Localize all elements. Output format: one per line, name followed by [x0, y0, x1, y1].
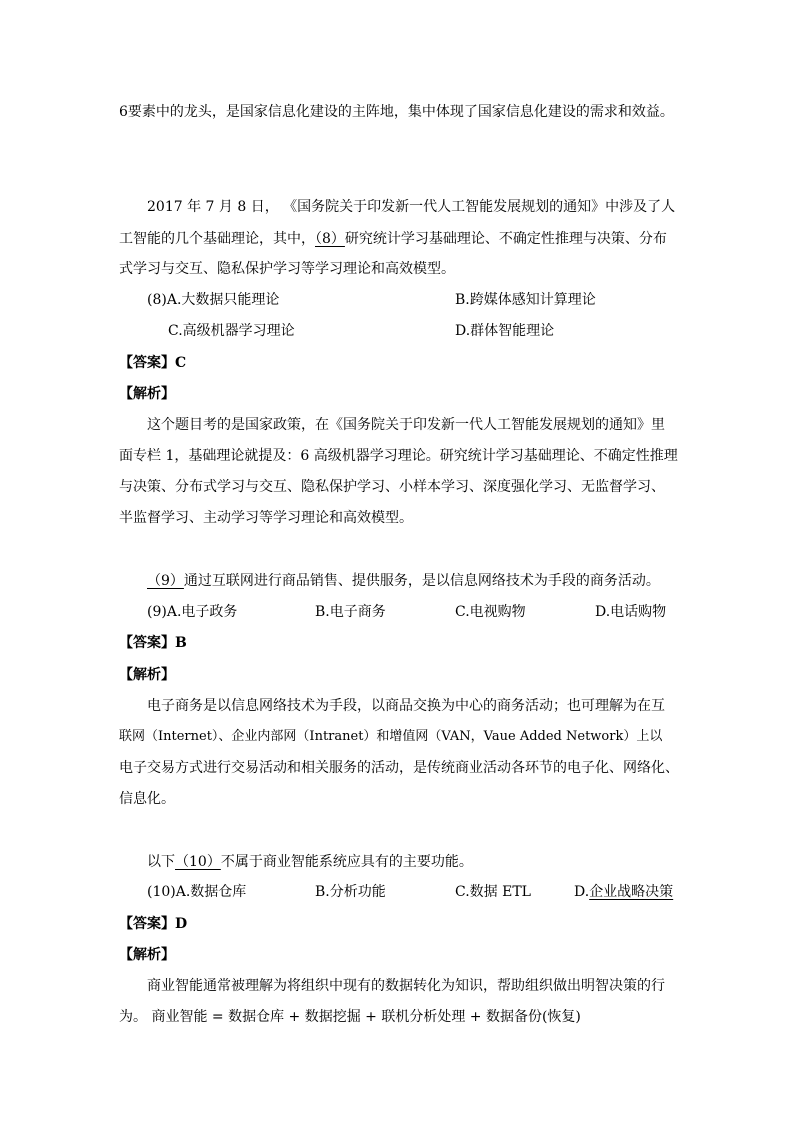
q8-option-a: (8)A.大数据只能理论 [147, 292, 280, 308]
q8-option-d: D.群体智能理论 [455, 323, 555, 339]
option-letter: D. [574, 884, 590, 900]
q10-option-a: (10)A.数据仓库 [147, 884, 247, 900]
q10-analysis-line-2: 为。 商业智能 = 数据仓库 + 数据挖掘 + 联机分析处理 + 数据备份(恢复) [119, 1009, 581, 1025]
answer-value: C [175, 355, 187, 371]
q8-option-c: C.高级机器学习理论 [168, 323, 295, 339]
q8-stem-text-post: 研究统计学习基础理论、不确定性推理与决策、分布 [344, 231, 667, 247]
q9-option-a: (9)A.电子政务 [147, 604, 238, 620]
q10-option-c: C.数据 ETL [455, 884, 531, 900]
q8-analysis-line-4: 半监督学习、主动学习等学习理论和高效模型。 [119, 510, 413, 526]
answer-label: 【答案】 [119, 635, 175, 651]
q10-option-b: B.分析功能 [315, 884, 386, 900]
answer-value: B [175, 635, 187, 651]
q9-stem-text: 通过互联网进行商品销售、提供服务，是以信息网络技术为手段的商务活动。 [183, 573, 660, 589]
q8-analysis-line-3: 与决策、分布式学习与交互、隐私保护学习、小样本学习、深度强化学习、无监督学习、 [119, 479, 665, 495]
q10-answer [119, 914, 187, 934]
q9-blank: （9） [147, 573, 184, 589]
q8-analysis-line-1: 这个题目考的是国家政策，在《国务院关于印发新一代人工智能发展规划的通知》里 [147, 417, 665, 433]
q10-stem [147, 852, 473, 872]
answer-value: D [175, 916, 188, 932]
q9-analysis-line-3: 电子交易方式进行交易活动和相关服务的活动，是传统商业活动各环节的电子化、网络化、 [119, 760, 679, 776]
q9-analysis-line-2: 联网（Internet）、企业内部网（Intranet）和增值网（VAN，Vaue Added Network）上以 [119, 729, 663, 744]
q8-option-b: B.跨媒体感知计算理论 [455, 292, 596, 308]
answer-label: 【答案】 [119, 355, 175, 371]
q9-option-d: D.电话购物 [595, 604, 667, 620]
q10-option-d [574, 882, 673, 902]
q8-blank: （8） [315, 231, 345, 247]
q9-option-b: B.电子商务 [315, 604, 386, 620]
q8-analysis-line-2: 面专栏 1，基础理论就提及：6 高级机器学习理论。研究统计学习基础理论、不确定性推理 [119, 448, 678, 464]
q10-stem-post: 不属于商业智能系统应具有的主要功能。 [220, 854, 473, 870]
answer-label: 【答案】 [119, 916, 175, 932]
q10-blank: （10） [175, 854, 221, 870]
q9-analysis-label: 【解析】 [119, 667, 175, 683]
top-paragraph-line: 6要素中的龙头，是国家信息化建设的主阵地，集中体现了国家信息化建设的需求和效益。 [119, 104, 674, 120]
q8-stem-line-3: 式学习与交互、隐私保护学习等学习理论和高效模型。 [119, 261, 455, 277]
q9-answer [119, 633, 187, 653]
q10-analysis-line-1: 商业智能通常被理解为将组织中现有的数据转化为知识，帮助组织做出明智决策的行 [147, 978, 665, 994]
option-text: 企业战略决策 [589, 884, 674, 900]
q8-stem-text: 工智能的几个基础理论，其中， [119, 231, 315, 247]
q9-analysis-line-1: 电子商务是以信息网络技术为手段，以商品交换为中心的商务活动；也可理解为在互 [147, 698, 665, 714]
q8-answer [119, 353, 186, 373]
q9-option-c: C.电视购物 [455, 604, 526, 620]
q9-analysis-line-4: 信息化。 [119, 791, 175, 807]
q10-analysis-label: 【解析】 [119, 947, 175, 963]
q10-stem-pre: 以下 [147, 854, 175, 870]
q8-stem-line-1: 2017 年 7 月 8 日， 《国务院关于印发新一代人工智能发展规划的通知》中涉及了人 [147, 199, 676, 215]
q8-analysis-label: 【解析】 [119, 386, 175, 402]
q9-stem [147, 571, 660, 591]
q8-stem-line-2 [119, 229, 667, 249]
